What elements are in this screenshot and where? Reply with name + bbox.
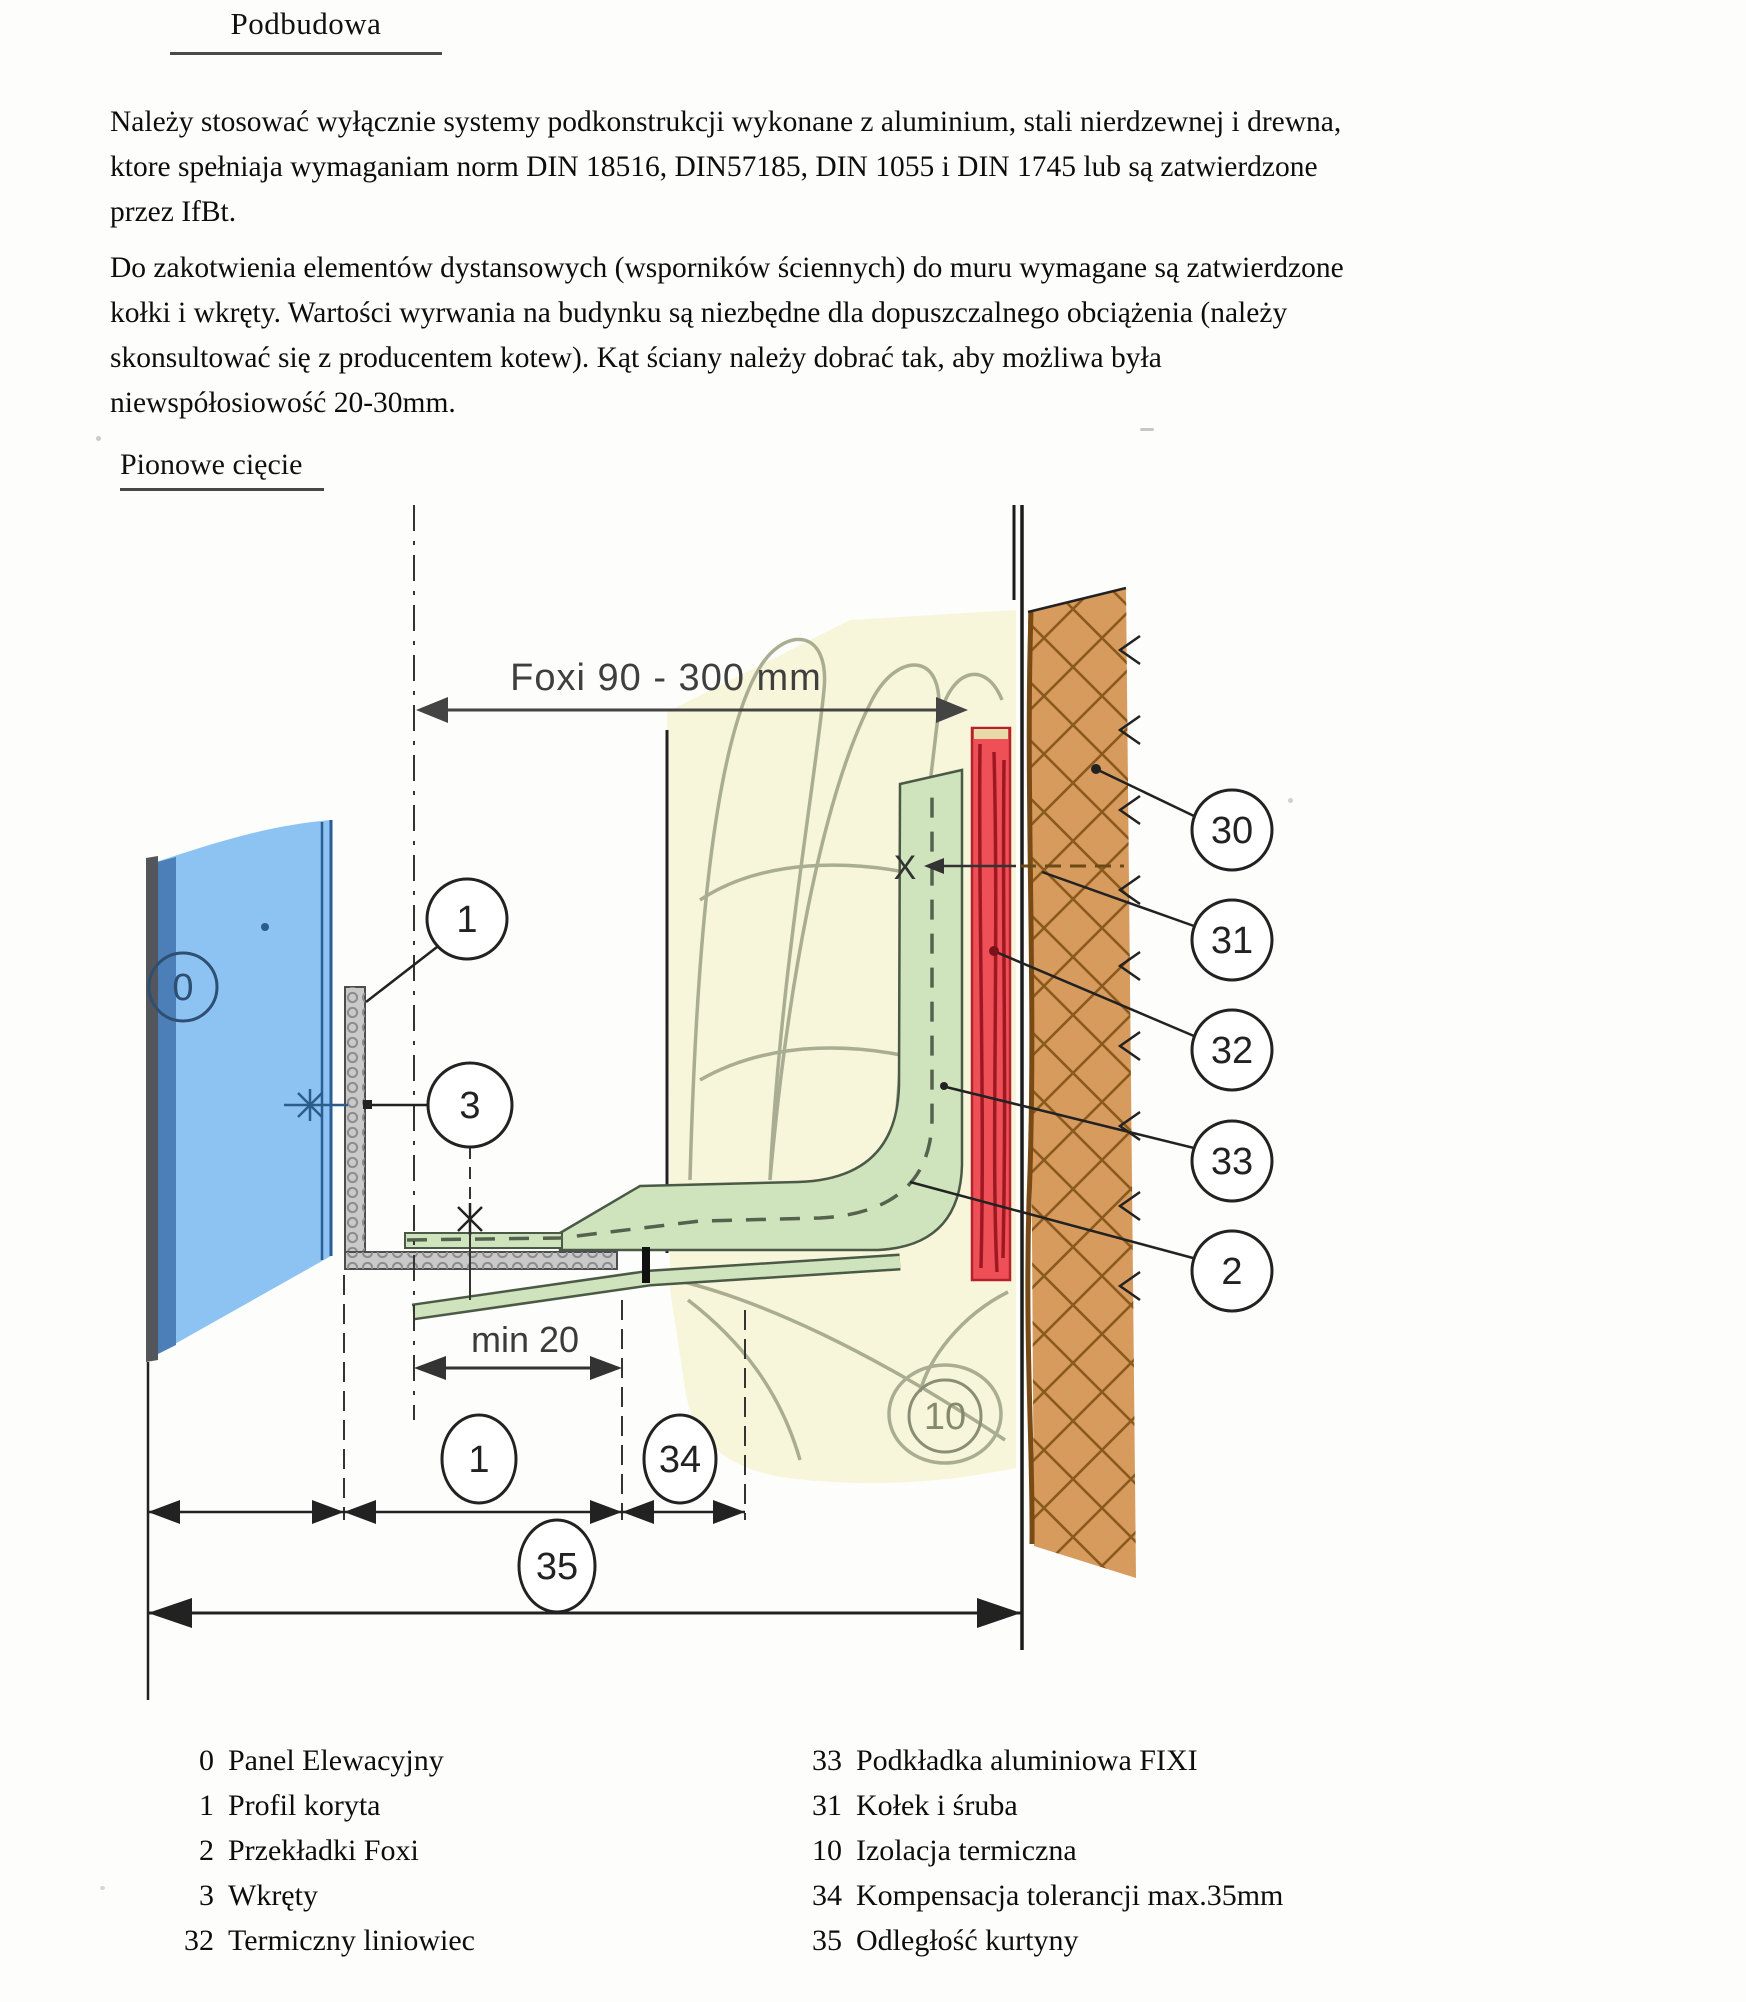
dim-curtain-arrow-left — [148, 1598, 192, 1628]
chain-arrow-5 — [622, 1500, 654, 1524]
legend-item-number: 33 — [812, 1744, 842, 1777]
scan-speck — [100, 1886, 105, 1890]
legend-item-label: Odległość kurtyny — [856, 1924, 1079, 1957]
legend-item — [800, 1873, 1283, 1918]
chain-arrow-4 — [590, 1500, 622, 1524]
legend-item-label: Wkręty — [228, 1879, 318, 1912]
legend-item-number: 10 — [812, 1834, 842, 1867]
legend-item — [800, 1783, 1283, 1828]
legend-item-number: 31 — [812, 1789, 842, 1822]
callout-label-thermal-liner: 32 — [1210, 1030, 1254, 1072]
legend-item-number: 0 — [199, 1744, 214, 1777]
callout-label-curtain-distance: 35 — [535, 1546, 579, 1588]
legend-item-number: 3 — [199, 1879, 214, 1912]
leader-profile-top — [366, 947, 437, 1002]
legend-item-number: 1 — [199, 1789, 214, 1822]
panel-front-cap — [146, 856, 158, 1362]
vertical-section-diagram — [0, 488, 1460, 1720]
legend-item — [800, 1828, 1283, 1873]
wall-rough-face — [1028, 612, 1032, 1544]
anchor-x-marker: X — [893, 849, 917, 887]
legend-item-label: Termiczny liniowiec — [228, 1924, 475, 1957]
legend-item — [800, 1738, 1283, 1783]
callout-label-wall: 30 — [1210, 810, 1254, 852]
callout-label-washer: 33 — [1210, 1141, 1254, 1183]
screw-dot — [363, 1100, 372, 1109]
panel-body — [150, 820, 331, 1358]
legend-item-label: Profil koryta — [228, 1789, 381, 1822]
legend-item-number: 32 — [184, 1924, 214, 1957]
paragraph-anchoring: Do zakotwienia elementów dystansowych (wsporników ściennych) do muru wymagane są zatwierdzone kołki i wkręty. Wartości wyrwania na budynku są niezbędne dla dopuszczalnego obciążenia (należy skonsultować się z producentem kotew). Kąt ściany należy dobrać tak, aby możliwa była niewspółosiowość 20-30mm. — [110, 252, 1344, 419]
chain-arrow-3 — [344, 1500, 376, 1524]
legend-item-label: Izolacja termiczna — [856, 1834, 1077, 1867]
legend-item — [172, 1873, 475, 1918]
callout-label-panel: 0 — [172, 967, 194, 1009]
chain-arrow-6 — [713, 1500, 745, 1524]
panel-dot — [261, 923, 269, 931]
thermal-liner-cap — [974, 729, 1008, 739]
legend-item-number: 34 — [812, 1879, 842, 1912]
dim-min20-label: min 20 — [470, 1319, 580, 1360]
profile-end-tick — [642, 1247, 650, 1283]
dim-curtain-arrow-right — [977, 1598, 1021, 1628]
callout-label-tolerance: 34 — [658, 1439, 702, 1481]
thermal-liner — [972, 728, 1010, 1280]
paragraph-standards: Należy stosować wyłącznie systemy podkonstrukcji wykonane z aluminium, stali nierdzewnej i drewna, ktore spełniaja wymaganiam norm DIN 18516, DIN57185, DIN 1055 i DIN 1745 lub są zatwierdzone przez IfBt. — [110, 106, 1342, 228]
legend-item-number: 2 — [199, 1834, 214, 1867]
profile-horizontal-hatch — [345, 1252, 617, 1269]
chain-arrow-1 — [148, 1500, 180, 1524]
diagram-section-label: Pionowe cięcie — [120, 448, 324, 491]
legend-item — [800, 1918, 1283, 1963]
legend-item-number: 35 — [812, 1924, 842, 1957]
chain-arrow-2 — [312, 1500, 344, 1524]
page-title: Podbudowa — [170, 6, 442, 55]
legend-item — [172, 1918, 475, 1963]
scan-speck — [96, 436, 101, 441]
callout-label-screws: 3 — [459, 1085, 481, 1127]
legend-item — [172, 1783, 475, 1828]
legend-item-label: Panel Elewacyjny — [228, 1744, 444, 1777]
legend-item-label: Kołek i śruba — [856, 1789, 1018, 1822]
facade-panel — [146, 820, 331, 1362]
callout-label-anchor: 31 — [1210, 920, 1254, 962]
dim-row-chain — [148, 1500, 745, 1524]
profile-vertical-hatch — [345, 987, 365, 1257]
legend-left-column — [172, 1738, 475, 1963]
legend-item — [172, 1738, 475, 1783]
legend-right-column — [800, 1738, 1283, 1963]
legend-item-label: Przekładki Foxi — [228, 1834, 419, 1867]
leader-dot-washer — [940, 1082, 948, 1090]
screw-star-profile — [458, 1203, 482, 1235]
dim-min20-arrow-left — [414, 1356, 446, 1380]
leader-dot-liner — [989, 946, 999, 956]
scan-speck — [1140, 428, 1154, 431]
wall — [1010, 580, 1150, 1590]
dim-min20 — [414, 1319, 622, 1380]
dim-foxi-label: Foxi 90 - 300 mm — [510, 657, 822, 699]
callout-label-spacer: 2 — [1221, 1251, 1243, 1293]
callout-label-profile-bottom: 1 — [468, 1439, 490, 1481]
dim-curtain — [148, 1598, 1021, 1628]
legend-item-label: Kompensacja tolerancji max.35mm — [856, 1879, 1284, 1912]
dim-foxi-arrow-left — [416, 697, 448, 723]
legend-item-label: Podkładka aluminiowa FIXI — [856, 1744, 1198, 1777]
leader-dot-wall — [1091, 764, 1101, 774]
callout-label-profile-top: 1 — [456, 899, 478, 941]
legend-item — [172, 1828, 475, 1873]
callout-label-insulation: 10 — [923, 1396, 967, 1438]
dim-min20-arrow-right — [590, 1356, 622, 1380]
